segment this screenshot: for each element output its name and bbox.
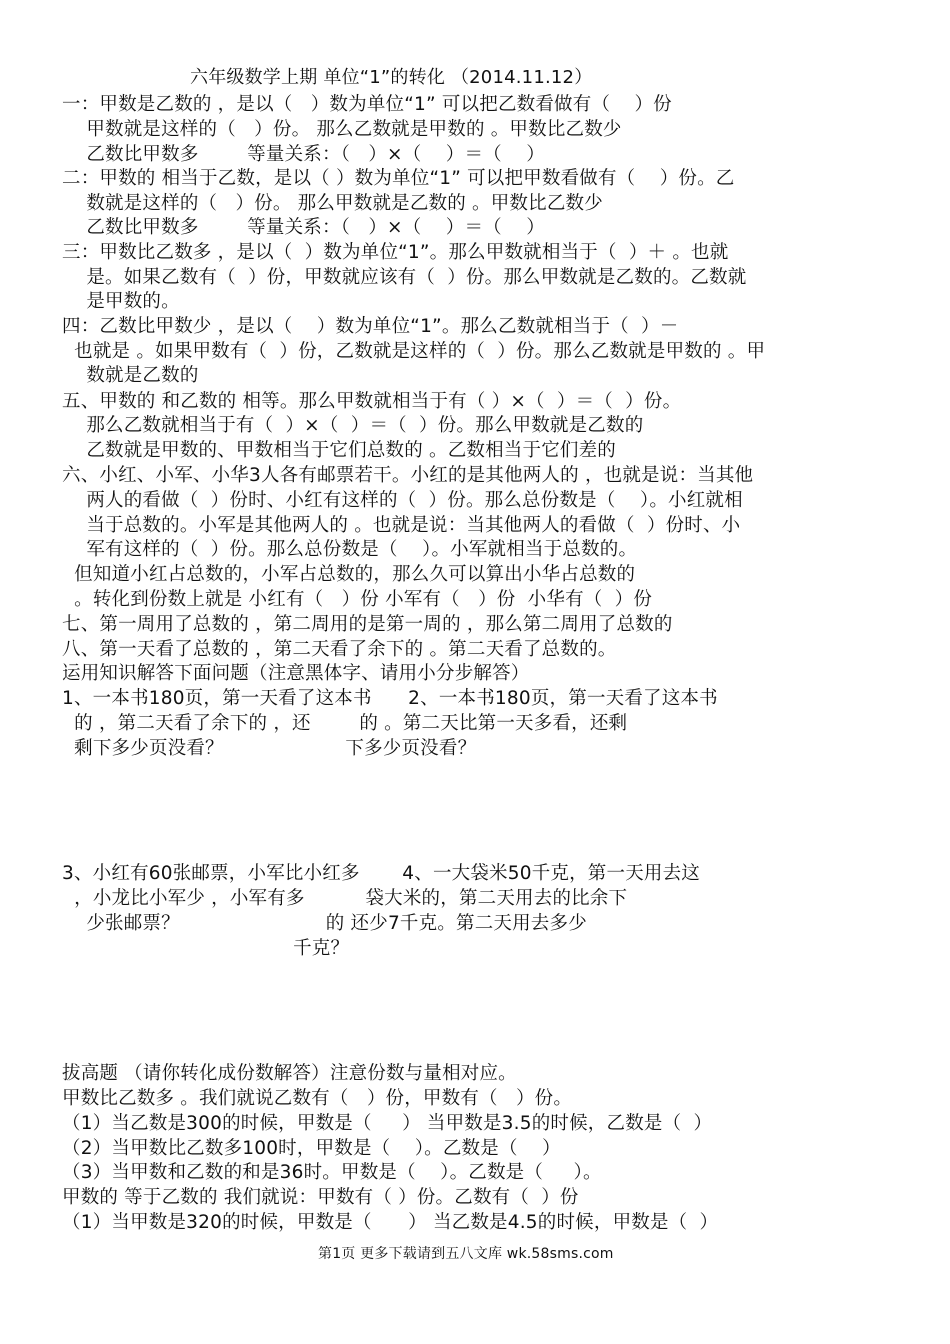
advanced-line-5: 甲数的 等于乙数的 我们就说：甲数有（ ）份。乙数有（ ）份 — [62, 1187, 579, 1208]
text-line-18: 当于总数的。小军是其他两人的 。也就是说：当其他两人的看做（ ）份时、小 — [62, 515, 741, 536]
advanced-line-2: （1）当乙数是300的时候，甲数是（ ） 当甲数是3.5的时候，乙数是（ ） — [62, 1113, 713, 1134]
text-line-13: 五、甲数的 和乙数的 相等。那么甲数就相当于有（ ）×（ ）＝（ ）份。 — [62, 391, 682, 412]
text-line-11: 也就是 。如果甲数有（ ）份，乙数就是这样的（ ）份。那么乙数就是甲数的 。甲 — [62, 341, 766, 362]
problem-3-4-line-4: 千克？ — [62, 938, 350, 959]
page-footer: 第1页 更多下载请到五八文库 wk.58sms.com — [318, 1246, 614, 1262]
text-line-20: 但知道小红占总数的，小军占总数的，那么久可以算出小华占总数的 — [62, 564, 636, 585]
text-line-23: 八、第一天看了总数的 ，第二天看了余下的 。第二天看了总数的。 — [62, 639, 617, 660]
text-line-6: 乙数比甲数多 等量关系：（ ）×（ ）＝（ ） — [62, 217, 545, 238]
text-line-14: 那么乙数就相当于有（ ）×（ ）＝（ ）份。那么甲数就是乙数的 — [62, 415, 644, 436]
text-line-5: 数就是这样的（ ）份。 那么甲数就是乙数的 。甲数比乙数少 — [62, 193, 603, 214]
advanced-line-3: （2）当甲数比乙数多100时，甲数是（ ）。乙数是（ ） — [62, 1138, 561, 1159]
text-line-7: 三：甲数比乙数多 ，是以（ ）数为单位“1”。那么甲数就相当于（ ）＋ 。也就 — [62, 242, 729, 263]
section-heading-advanced: 拔高题 （请你转化成份数解答）注意份数与量相对应。 — [62, 1063, 517, 1084]
advanced-line-4: （3）当甲数和乙数的和是36时。甲数是（ ）。乙数是（ ）。 — [62, 1162, 602, 1183]
advanced-line-1: 甲数比乙数多 。我们就说乙数有（ ）份，甲数有（ ）份。 — [62, 1088, 573, 1109]
problem-3-4-line-3: 少张邮票？ 的 还少7千克。第二天用去多少 — [62, 913, 587, 934]
problem-1-2-line-3: 剩下多少页没看？ 下多少页没看？ — [62, 738, 477, 759]
text-line-9: 是甲数的。 — [62, 291, 180, 312]
problem-1-2-line-1: 1、一本书180页，第一天看了这本书 2、一本书180页，第一天看了这本书 — [62, 688, 718, 709]
text-line-22: 七、第一周用了总数的 ，第二周用的是第一周的 ，那么第二周用了总数的 — [62, 614, 673, 635]
section-heading-application: 运用知识解答下面问题（注意黑体字、请用小分步解答） — [62, 663, 530, 684]
problem-3-4-line-2: ，小龙比小军少 ，小军有多 袋大米的，第二天用去的比余下 — [62, 888, 628, 909]
text-line-19: 军有这样的（ ）份。那么总份数是（ ）。小军就相当于总数的。 — [62, 539, 638, 560]
text-line-10: 四：乙数比甲数少 ，是以（ ）数为单位“1”。那么乙数就相当于（ ）－ — [62, 316, 679, 337]
text-line-1: 一：甲数是乙数的 ，是以（ ）数为单位“1” 可以把乙数看做有（ ）份 — [62, 94, 672, 115]
text-line-17: 两人的看做（ ）份时、小红有这样的（ ）份。那么总份数是（ ）。小红就相 — [62, 490, 743, 511]
text-line-15: 乙数就是甲数的、甲数相当于它们总数的 。乙数相当于它们差的 — [62, 440, 617, 461]
text-line-8: 是。如果乙数有（ ）份，甲数就应该有（ ）份。那么甲数就是乙数的。乙数就 — [62, 267, 747, 288]
problem-3-4-line-1: 3、小红有60张邮票，小军比小红多 4、一大袋米50千克，第一天用去这 — [62, 863, 700, 884]
text-line-2: 甲数就是这样的（ ）份。 那么乙数就是甲数的 。甲数比乙数少 — [62, 119, 622, 140]
text-line-12: 数就是乙数的 — [62, 365, 199, 386]
text-line-4: 二：甲数的 相当于乙数，是以（ ）数为单位“1” 可以把甲数看做有（ ）份。乙 — [62, 168, 735, 189]
page-title: 六年级数学上期 单位“1”的转化 （2014.11.12） — [190, 67, 593, 88]
text-line-21: 。转化到份数上就是 小红有（ ）份 小军有（ ）份 小华有（ ）份 — [62, 589, 653, 610]
problem-1-2-line-2: 的 ，第二天看了余下的 ，还 的 。第二天比第一天多看，还剩 — [62, 713, 628, 734]
text-line-3: 乙数比甲数多 等量关系：（ ）×（ ）＝（ ） — [62, 144, 545, 165]
advanced-line-6: （1）当甲数是320的时候，甲数是（ ） 当乙数是4.5的时候，甲数是（ ） — [62, 1212, 719, 1233]
text-line-16: 六、小红、小军、小华3人各有邮票若干。小红的是其他两人的 ，也就是说：当其他 — [62, 465, 754, 486]
